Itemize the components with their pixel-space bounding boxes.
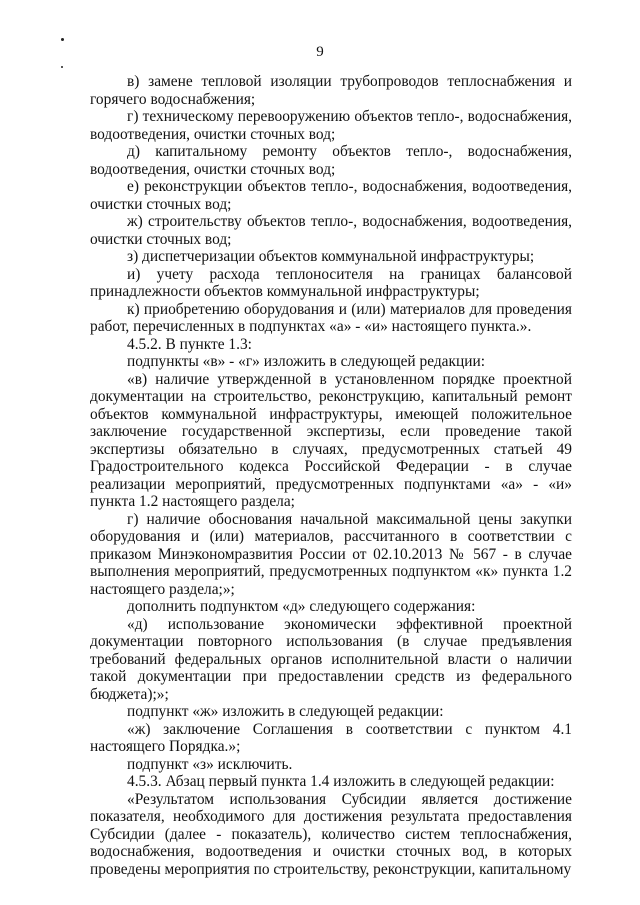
paragraph-item-z: з) диспетчеризации объектов коммунальной инфраструктуры; xyxy=(127,248,535,265)
scan-speck xyxy=(61,38,64,41)
section-heading-4-5-3: 4.5.3. Абзац первый пункта 1.4 изложить в следующей редакции: xyxy=(127,773,555,790)
paragraph-item-d: д) капитальному ремонту объектов тепло-, водоснабжения, водоотведения, очистки сточных вод; xyxy=(90,143,572,178)
paragraph-item-zh: ж) строительству объектов тепло-, водоснабжения, водоотведения, очистки сточных вод; xyxy=(90,213,572,248)
paragraph-quoted-zh: «ж) заключение Соглашения в соответствии с пунктом 4.1 настоящего Порядка.»; xyxy=(90,720,572,755)
page-number: 9 xyxy=(316,44,324,60)
section-heading-4-5-2: 4.5.2. В пункте 1.3: xyxy=(127,335,252,353)
paragraph-item-i: и) учету расхода теплоносителя на границах балансовой принадлежности объектов коммунальной инфраструктуры; xyxy=(90,265,572,300)
document-body xyxy=(90,73,572,878)
paragraph-item-g: г) техническому перевооружению объектов тепло-, водоснабжения, водоотведения, очистки сточных вод; xyxy=(90,108,572,143)
paragraph-quoted-g: г) наличие обоснования начальной максимальной цены закупки оборудования и (или) материалов, рассчитанного в соответствии с приказом Минэкономразвития России от 02.10.2013 № 567 - в случае выполнения мероприятий, предусмотренных подпунктом «к» пункта 1.2 настоящего раздела;»; xyxy=(90,510,572,598)
paragraph-item-k: к) приобретению оборудования и (или) материалов для проведения работ, перечисленных в подпунктах «а» - «и» настоящего пункта.». xyxy=(90,300,572,335)
paragraph-quoted-v: «в) наличие утвержденной в установленном порядке проектной документации на строительство, реконструкцию, капитальный ремонт объектов коммунальной инфраструктуры, имеющей положительное заключение государственной экспертизы, если проведение такой экспертизы обязательно в случаях, предусмотренных статьей 49 Градостроительного кодекса Российской Федерации - в случае реализации мероприятий, предусмотренных подпунктами «а» - «и» пункта 1.2 настоящего раздела; xyxy=(90,370,572,510)
paragraph-instruction: подпункты «в» - «г» изложить в следующей редакции: xyxy=(127,353,485,370)
paragraph-item-e: е) реконструкции объектов тепло-, водоснабжения, водоотведения, очистки сточных вод; xyxy=(90,178,572,213)
paragraph-instruction: подпункт «ж» изложить в следующей редакции: xyxy=(127,703,444,720)
paragraph-instruction: дополнить подпунктом «д» следующего содержания: xyxy=(127,598,476,615)
paragraph-instruction: подпункт «з» исключить. xyxy=(127,755,293,773)
paragraph-quoted-d: «д) использование экономически эффективной проектной документации повторного использования (в случае предъявления требований федеральных органов исполнительной власти о наличии такой документации при предоставлении средств из федерального бюджета);»; xyxy=(90,615,572,703)
paragraph-item-v: в) замене тепловой изоляции трубопроводов теплоснабжения и горячего водоснабжения; xyxy=(90,73,572,108)
scan-speck xyxy=(61,66,63,68)
paragraph-quoted-result: «Результатом использования Субсидии является достижение показателя, необходимого для достижения результата предоставления Субсидии (далее - показатель), количество систем теплоснабжения, водоснабжения, водоотведения и очистки сточных вод, в которых проведены мероприятия по строительству, реконструкции, капитальному xyxy=(90,790,572,878)
